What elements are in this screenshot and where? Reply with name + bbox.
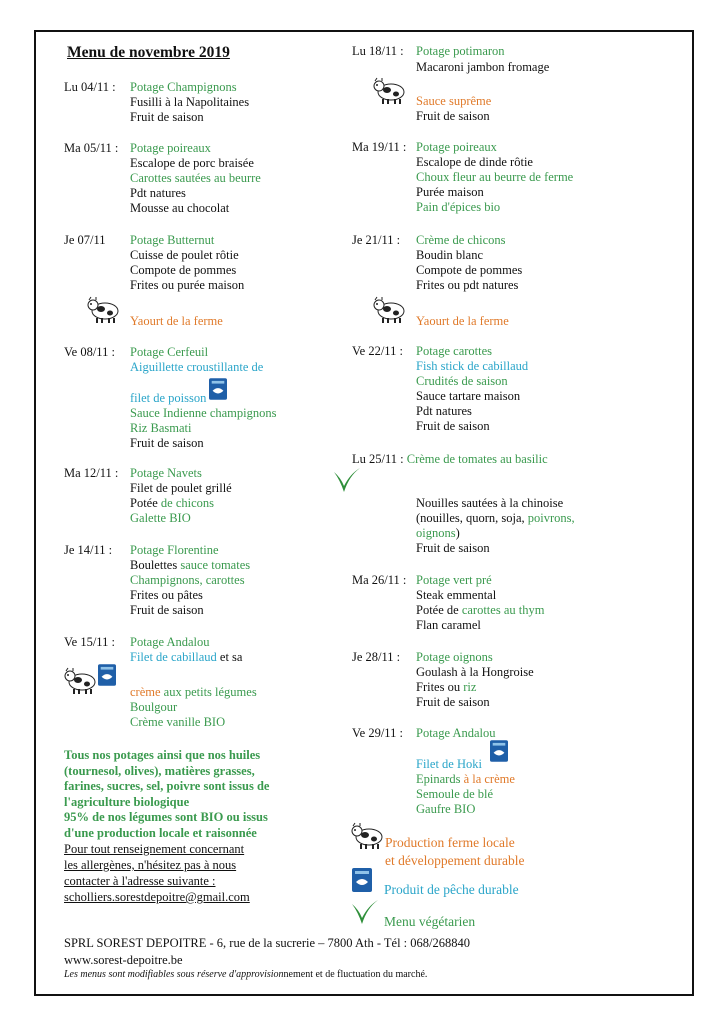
menu-soup: Potage carottes [416,344,493,358]
menu-line: Fruit de saison [416,109,490,123]
menu-soup: Potage vert pré [416,573,492,587]
menu-line: Purée maison [416,185,484,199]
menu-text-part: (nouilles, quorn, soja, [416,511,528,525]
menu-date: Ma 26/11 : [352,573,407,587]
menu-date: Ma 19/11 : [352,140,407,154]
menu-date: Je 07/11 [64,233,106,247]
menu-date: Ve 15/11 : [64,635,115,649]
menu-line: Choux fleur au beurre de ferme [416,170,574,184]
menu-line: Fruit de saison [416,541,490,555]
menu-line [130,496,214,511]
organic-notice-line: 95% de nos légumes sont BIO ou issus [64,810,268,824]
organic-notice [64,748,269,841]
allergen-contact-line: Pour tout renseignement concernant [64,842,245,856]
menu-soup: Potage potimaron [416,44,505,58]
menu-line: Champignons, carottes [130,573,245,587]
menu-text-part: Frites ou [416,680,464,694]
menu-text-part: sauce tomates [180,558,251,572]
allergen-contact-line: les allergènes, n'hésitez pas à nous [64,858,237,872]
menu-date: Ma 05/11 : [64,141,119,155]
menu-date: Lu 18/11 : [352,44,404,58]
farm-item: Yaourt de la ferme [130,314,223,328]
menu-line [130,685,257,700]
menu-line [416,772,515,787]
msc-fish-label-icon [98,664,116,691]
footer-note-part: Les menus sont modifiables sous réserve d'approvision [64,969,284,980]
menu-date: Ve 29/11 : [352,726,403,740]
organic-notice-line: l'agriculture biologique [64,794,190,809]
menu-line: Macaroni jambon fromage [416,60,550,74]
organic-notice-line: Tous nos potages ainsi que nos huiles [64,748,261,762]
menu-soup: Potage Champignons [130,80,237,94]
menu-line [416,680,476,695]
menu-text-part: ) [455,526,460,540]
menu-soup: Potage poireaux [416,140,497,154]
contact-email-link[interactable]: scholliers.sorestdepoitre@gmail.com [64,890,250,904]
menu-soup: Potage Cerfeuil [130,345,209,359]
menu-date: Ve 22/11 : [352,344,403,358]
menu-date: Ma 12/11 : [64,466,119,480]
menu-line: Pdt natures [130,186,186,200]
cow-icon [373,294,407,329]
allergen-contact-line: contacter à l'adresse suivante : [64,874,216,888]
menu-soup: Potage Florentine [130,543,219,557]
menu-line: Nouilles sautées à la chinoise [416,496,564,510]
menu-soup: Potage poireaux [130,141,211,155]
menu-text-part: poivrons, [527,511,575,525]
menu-line: Pdt natures [416,404,472,418]
legend-fish: Produit de pêche durable [384,882,519,897]
menu-line: Flan caramel [416,618,481,632]
menu-soup: Potage Andalou [130,635,210,649]
menu-line: Frites ou purée maison [130,278,245,292]
menu-line: Filet de Hoki [416,757,482,771]
cow-icon [64,665,98,700]
menu-line: Fruit de saison [130,110,204,124]
msc-fish-label-icon [209,378,227,405]
legend-veg: Menu végétarien [384,914,476,929]
menu-line: Filet de poulet grillé [130,481,232,495]
menu-line [352,452,548,467]
menu-text-part: crème [130,685,161,699]
menu-text-part: Boulettes [130,558,181,572]
menu-line: Sauce Indienne champignons [130,406,277,420]
organic-notice-line: farines, sucres, sel, poivre sont issus de [64,779,270,793]
menu-line: Semoule de blé [416,787,494,801]
menu-text-part: oignons [416,526,456,540]
menu-date: Je 28/11 : [352,650,401,664]
menu-line: Galette BIO [130,511,191,525]
menu-line [130,650,242,665]
page-title: Menu de novembre 2019 [67,44,230,61]
footer-address: SPRL SOREST DEPOITRE - 6, rue de la sucrerie – 7800 Ath - Tél : 068/268840 [64,936,470,950]
menu-line: Crème vanille BIO [130,715,226,729]
menu-line: Frites ou pâtes [130,588,203,602]
menu-line: Boulgour [130,700,178,714]
menu-line: Pain d'épices bio [416,200,501,214]
menu-date: Lu 04/11 : [64,80,116,94]
menu-date: Ve 08/11 : [64,345,115,359]
menu-date: Je 21/11 : [352,233,401,247]
menu-text-part: et sa [216,650,243,664]
farm-item: Sauce suprême [416,94,492,108]
menu-line [416,603,544,618]
menu-text-part: Potée de [416,603,462,617]
legend-farm-line2: et développement durable [385,853,525,868]
menu-soup: Potage Navets [130,466,202,480]
menu-text-part: Epinards [416,772,461,786]
menu-text-part: Crème de tomates au basilic [406,452,548,466]
menu-line: Sauce tartare maison [416,389,521,403]
menu-line: Carottes sautées au beurre [130,171,261,185]
menu-line: Fusilli à la Napolitaines [130,95,250,109]
menu-line: Fruit de saison [416,695,490,709]
menu-text-part: riz [463,680,477,694]
menu-line: Boudin blanc [416,248,484,262]
menu-date: Je 14/11 : [64,543,113,557]
menu-line [130,558,250,573]
menu-text-part: à la crème [460,772,515,786]
menu-line: Fruit de saison [416,419,490,433]
legend-farm-line1: Production ferme locale [385,835,515,850]
menu-text-part: Lu 25/11 : [352,452,407,466]
farm-item: Yaourt de la ferme [416,314,509,328]
menu-text-part: carottes au thym [461,603,545,617]
menu-soup: Crème de chicons [416,233,506,247]
cow-icon [373,75,407,110]
msc-fish-label-icon [490,740,508,767]
cow-icon [87,294,121,329]
organic-notice-line: (tournesol, olives), matières grasses, [64,763,255,778]
footer-note [64,969,427,980]
menu-line: Fruit de saison [130,436,204,450]
menu-line: Goulash à la Hongroise [416,665,534,679]
menu-soup: Potage oignons [416,650,493,664]
msc-fish-label-icon [352,868,372,897]
menu-line: Mousse au chocolat [130,201,230,215]
menu-line: Frites ou pdt natures [416,278,519,292]
menu-text-part: aux petits légumes [160,685,257,699]
menu-line: Crudités de saison [416,374,508,388]
menu-line [416,526,460,541]
menu-text-part: Potée [130,496,161,510]
menu-line: Fruit de saison [130,603,204,617]
menu-line: Cuisse de poulet rôtie [130,248,239,262]
footer-note-part: nement et de fluctuation du marché. [283,969,428,980]
menu-line: Aiguillette croustillante de [130,360,264,374]
menu-soup: Potage Andalou [416,726,496,740]
menu-line: Compote de pommes [130,263,237,277]
menu-line: Steak emmental [416,588,497,602]
menu-line: filet de poisson [130,391,207,405]
vegetarian-check-icon [332,466,362,501]
menu-line: Escalope de porc braisée [130,156,254,170]
menu-line: Compote de pommes [416,263,523,277]
menu-line: Gaufre BIO [416,802,476,816]
menu-text-part: de chicons [160,496,215,510]
footer-website[interactable]: www.sorest-depoitre.be [64,953,183,967]
menu-line: Riz Basmati [130,421,192,435]
menu-line: Escalope de dinde rôtie [416,155,533,169]
menu-text-part: Filet de cabillaud [130,650,217,664]
menu-soup: Potage Butternut [130,233,215,247]
organic-notice-line: d'une production locale et raisonnée [64,825,257,840]
vegetarian-check-icon [350,898,380,933]
cow-icon [351,820,385,855]
menu-line: Fish stick de cabillaud [416,359,529,373]
menu-line [416,511,575,526]
